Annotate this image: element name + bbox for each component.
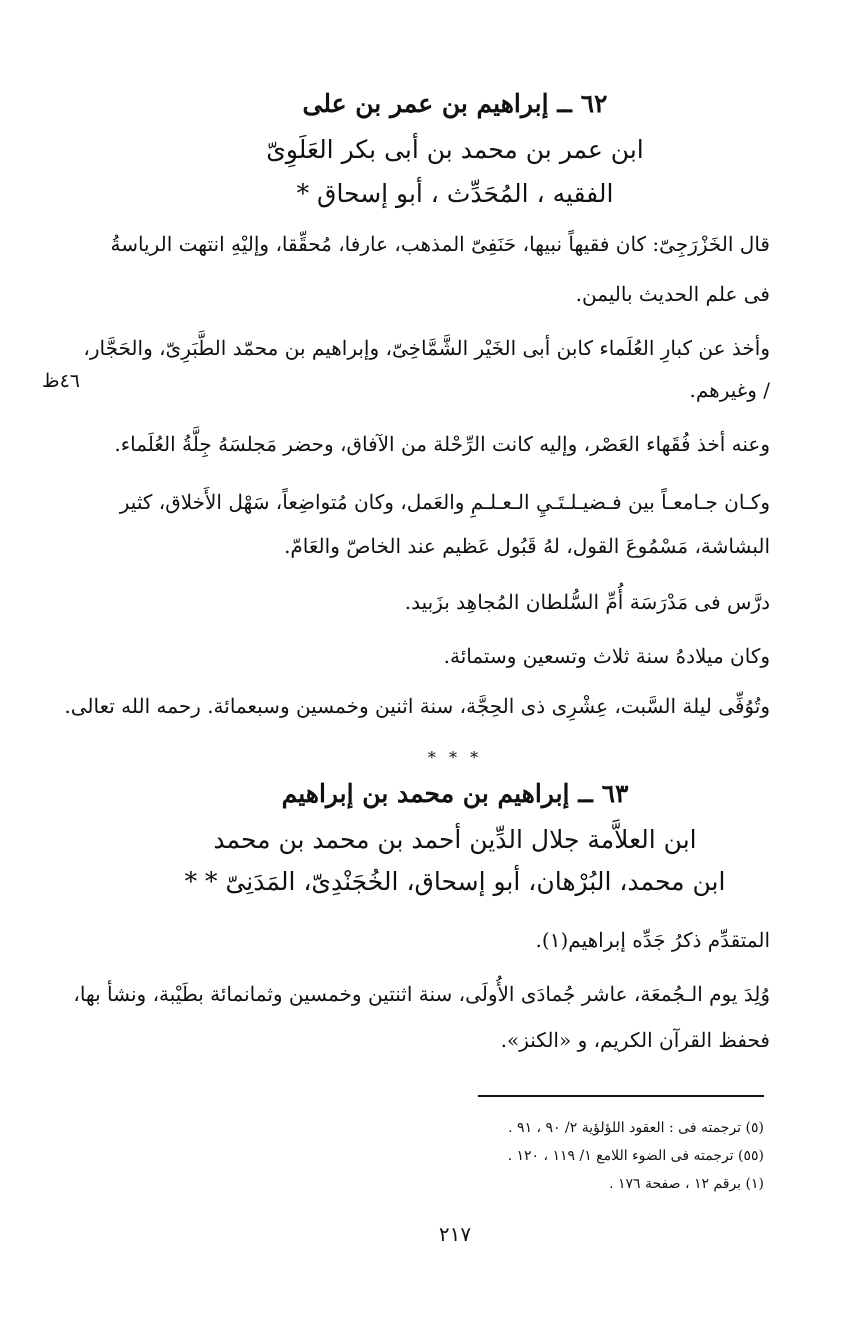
footnote-divider <box>478 1095 764 1097</box>
entry-62-lineage: ابن عمر بن محمد بن أبى بكر العَلَوِىّ <box>266 135 644 164</box>
entry-62-titles: الفقيه ، المُحَدِّث ، أبو إسحاق * <box>296 179 614 208</box>
paragraph-line: وأخذ عن كبارِ العُلَماء كابن أبى الخَيْر الشَّمَّاخِىّ، وإبراهيم بن محمّد الطَّبَرِىّ، والحَجَّار، <box>83 336 770 360</box>
page-number: ٢١٧ <box>438 1222 472 1246</box>
footnote: (١) برقم ١٢ ، صفحة ١٧٦ . <box>609 1176 764 1192</box>
section-separator: * * * <box>427 748 483 767</box>
paragraph-line: وُلِدَ يوم الـجُمعَة، عاشر جُمادَى الأُولَى، سنة اثنتين وخمسين وثمانمائة بطَيْبة، ونشأ بها، <box>73 982 770 1006</box>
paragraph-line: المتقدِّم ذكرُ جَدِّه إبراهيم(١). <box>535 928 770 952</box>
entry-62-heading: ٦٢ ــ إبراهيم بن عمر بن على <box>302 89 608 118</box>
paragraph-line: وكـان جـامعـاً بين فـضيـلـتَـيِ الـعـلـمِ والعَمل، وكان مُتواضِعاً، سَهْل الأَخلاق، كثير <box>119 490 770 514</box>
paragraph-line: درَّس فى مَدْرَسَة أُمِّ السُّلطان المُجاهِد بزَبيد. <box>404 590 770 614</box>
paragraph-line: فحفظ القرآن الكريم، و «الكنز». <box>500 1028 770 1052</box>
paragraph-line: وتُوُفِّى ليلة السَّبت، عِشْرِى ذى الحِجَّة، سنة اثنين وخمسين وسبعمائة. رحمه الله تعالى. <box>64 694 770 718</box>
paragraph-line: قال الخَزْرَجِىّ: كان فقيهاً نبيها، حَنَفِىّ المذهب، عارفا، مُحقِّقا، وإليْهِ انتهت الرياسةُ <box>110 232 770 256</box>
paragraph-line: / وغيرهم. <box>689 378 770 402</box>
footnote: (٥٥) ترجمته فى الضوء اللامع ١/ ١١٩ ، ١٢٠ . <box>507 1148 764 1164</box>
entry-63-heading: ٦٣ ــ إبراهيم بن محمد بن إبراهيم <box>281 779 629 808</box>
footnote: (٥) ترجمته فى : العقود اللؤلؤية ٢/ ٩٠ ، ٩١ . <box>508 1120 764 1136</box>
paragraph-line: وكان ميلادهُ سنة ثلاث وتسعين وستمائة. <box>443 644 770 668</box>
folio-margin-note: ٤٦ظ <box>42 370 80 392</box>
paragraph-line: فى علم الحديث باليمن. <box>575 282 770 306</box>
paragraph-line: وعنه أخذ فُقَهاء العَصْر، وإليه كانت الرِّحْلة من الآفاق، وحضر مَجلسَهُ جِلَّةُ العُلَماء. <box>114 432 770 456</box>
entry-63-titles: ابن محمد، البُرْهان، أبو إسحاق، الخُجَنْدِىّ، المَدَنِىّ * * <box>184 867 726 896</box>
entry-63-lineage: ابن العلاَّمة جلال الدِّين أحمد بن محمد بن محمد <box>213 825 697 854</box>
paragraph-line: البشاشة، مَسْمُوعَ القول، لهُ قَبُول عَظيم عند الخاصّ والعَامّ. <box>284 534 770 558</box>
